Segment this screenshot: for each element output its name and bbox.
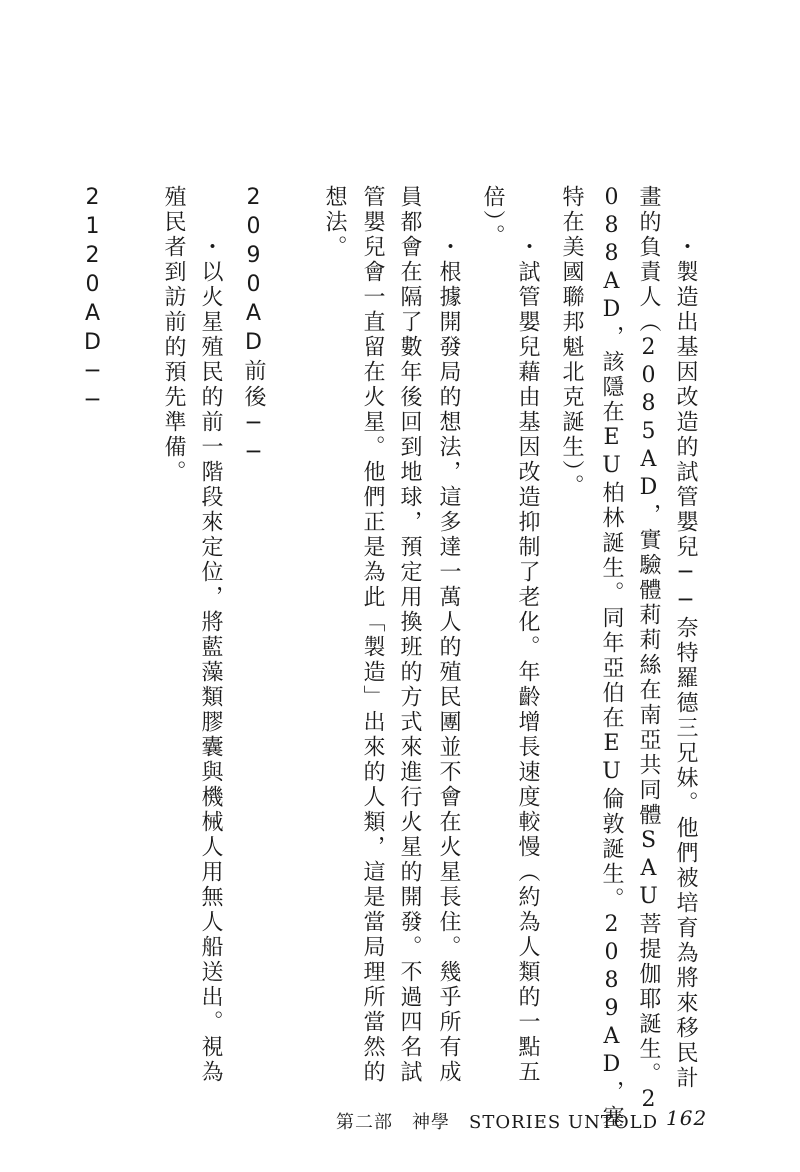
page-footer — [336, 1106, 708, 1134]
footer-section-title: 第二部 神學 STORIES UNTOLD — [336, 1112, 659, 1133]
text-column-9: 管嬰兒會一直留在火星。他們正是為此「製造」出來的人類，這是當局理所當然的 — [360, 185, 385, 1085]
text-column-5: ・試管嬰兒藉由基因改造抑制了老化。年齡增長速度較慢（約為人類的一點五 — [515, 235, 540, 1085]
section-heading-2120ad: 2120AD── — [80, 185, 105, 417]
text-column-3: 088AD，該隱在EU柏林誕生。同年亞伯在EU倫敦誕生。2089AD，塞 — [599, 185, 624, 1130]
section-heading-2090ad: 2090AD前後── — [241, 185, 266, 469]
text-column-7: ・根據開發局的想法，這多達一萬人的殖民團並不會在火星長住。幾乎所有成 — [436, 235, 461, 1085]
text-column-8: 員都會在隔了數年後回到地球，預定用換班的方式來進行火星的開發。不過四名試 — [397, 185, 422, 1085]
text-column-13: 殖民者到訪前的預先準備。 — [161, 185, 186, 485]
text-column-1: ・製造出基因改造的試管嬰兒──奈特羅德三兄妹。他們被培育為將來移民計 — [673, 235, 698, 1091]
text-column-12: ・以火星殖民的前一階段來定位，將藍藻類膠囊與機械人用無人船送出。視為 — [198, 235, 223, 1085]
text-column-4: 特在美國聯邦魁北克誕生）。 — [559, 185, 584, 499]
page-number: 162 — [666, 1106, 708, 1130]
text-column-10: 想法。 — [322, 185, 347, 260]
text-column-2: 畫的負責人（2085AD，實驗體莉莉絲在南亞共同體SAU菩提伽耶誕生。2 — [636, 185, 661, 1115]
text-column-6: 倍）。 — [480, 185, 505, 249]
